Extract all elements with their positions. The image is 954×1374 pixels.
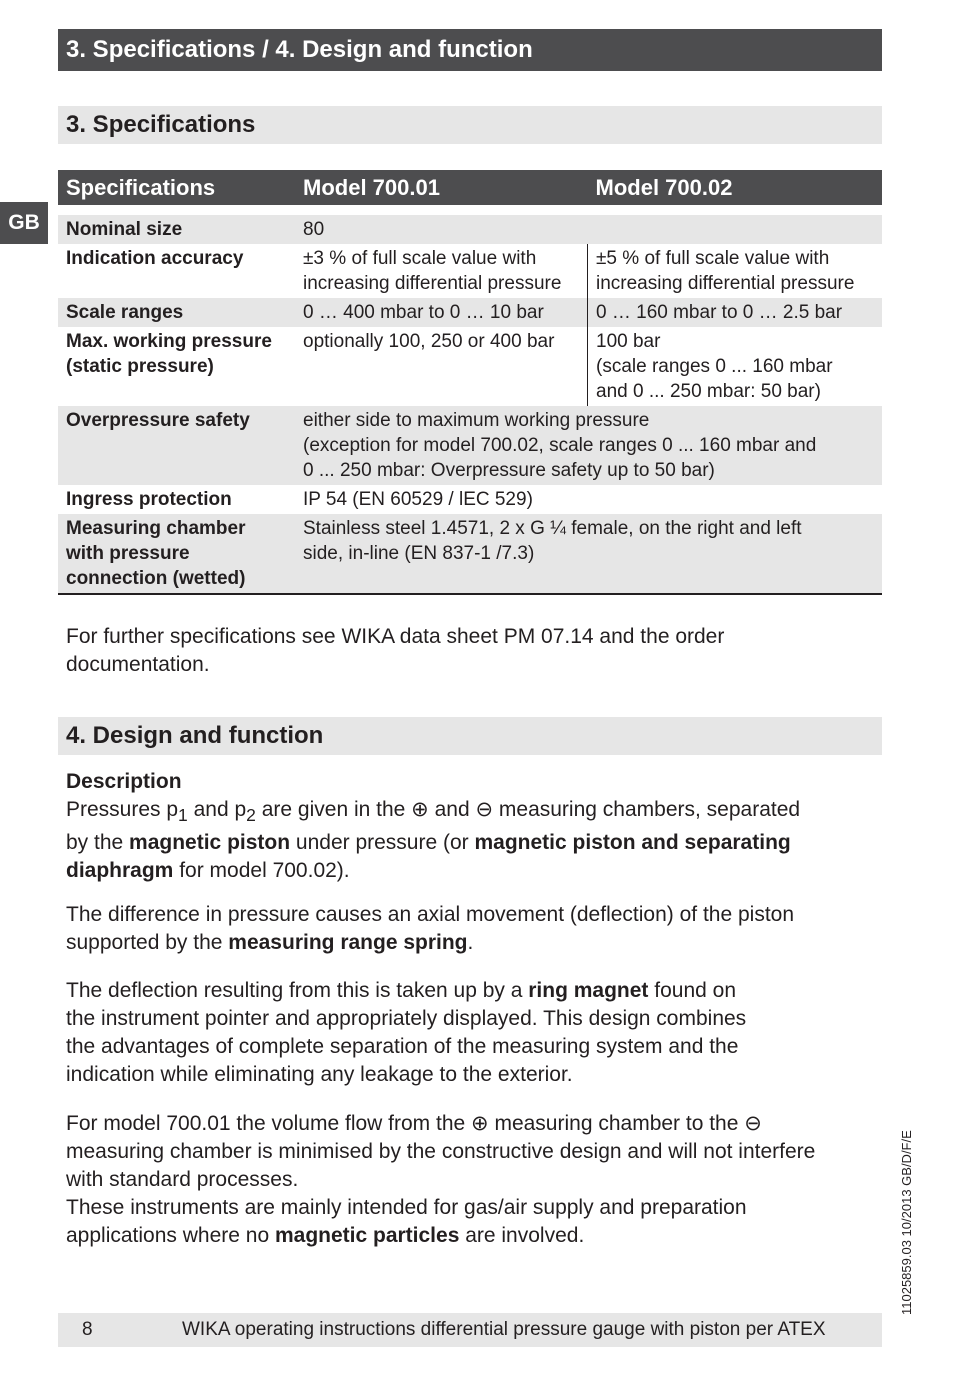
row-label: Measuring chamber with pressure connection (wetted) — [58, 514, 295, 594]
page-header — [58, 29, 882, 71]
description-paragraph-2: The difference in pressure causes an axial movement (deflection) of the piston supported by the measuring range spring. — [66, 903, 795, 954]
col-header-model-70002: Model 700.02 — [588, 170, 883, 205]
row-value-model-70002: 0 … 160 mbar to 0 … 2.5 bar — [588, 298, 883, 327]
row-value-model-70001: optionally 100, 250 or 400 bar — [303, 331, 555, 352]
row-value: 80 — [295, 215, 882, 244]
row-label: Nominal size — [58, 215, 295, 244]
col-header-specifications: Specifications — [58, 170, 295, 205]
document-reference: 11025859.03 10/2013 GB/D/F/E — [899, 1130, 914, 1315]
row-label: Indication accuracy — [66, 248, 244, 269]
row-value: either side to maximum working pressure (exception for model 700.02, scale ranges 0 ... 160 mbar and 0 ... 250 mbar: Overpressure safety up to 50 bar) — [295, 406, 882, 485]
page-footer — [58, 1313, 882, 1347]
table-row-indication-accuracy — [58, 244, 882, 298]
section-design-heading: 4. Design and function — [58, 717, 882, 755]
table-header-row — [58, 170, 882, 205]
row-value-model-70001: ±3 % of full scale value with increasing differential pressure — [303, 248, 562, 294]
row-label: Overpressure safety — [58, 406, 295, 485]
row-value: Stainless steel 1.4571, 2 x G ¼ female, on the right and left side, in-line (EN 837-1 /7.3) — [295, 514, 882, 594]
page-header-title: 3. Specifications / 4. Design and function — [66, 36, 533, 63]
description-paragraph-1: Description Pressures $p_1$ and $p_2$ are given in the ⊕ and ⊖ measuring chambers, separated by the magnetic piston under pressure (or magnetic piston and separating diaphragm for model 700.02). — [66, 770, 801, 883]
table-row-measuring-chamber — [58, 514, 882, 594]
page-number: 8 — [82, 1319, 93, 1340]
table-row-max-working-pressure — [58, 327, 882, 406]
description-paragraph-3: The deflection resulting from this is taken up by a ring magnet found on the instrument pointer and appropriately displayed. This design combines the advantages of complete separation of the measuring system and the indication while eliminating any leakage to the exterior. — [66, 979, 747, 1086]
table-row-nominal-size — [58, 215, 882, 244]
row-value-model-70002: 100 bar (scale ranges 0 ... 160 mbar and 0 ... 250 mbar: 50 bar) — [588, 327, 883, 406]
col-header-model-70001: Model 700.01 — [295, 170, 588, 205]
table-row-ingress-protection — [58, 485, 882, 514]
language-tab: GB — [0, 202, 48, 244]
footer-text: WIKA operating instructions differential pressure gauge with piston per ATEX — [182, 1319, 826, 1340]
description-paragraph-4: For model 700.01 the volume flow from the ⊕ measuring chamber to the ⊖ measuring chamber is minimised by the constructive design and will not interfere with standard processes. These instruments are mainly intended for gas/air supply and preparation applications where no magnetic particles are involved. — [66, 1112, 816, 1247]
table-row-overpressure-safety — [58, 406, 882, 485]
table-row-scale-ranges — [58, 298, 882, 327]
section-specifications-heading: 3. Specifications — [58, 106, 882, 144]
further-specifications-note: For further specifications see WIKA data sheet PM 07.14 and the order documentation. — [66, 625, 725, 676]
row-label: Ingress protection — [66, 489, 232, 510]
row-value-model-70001: 0 … 400 mbar to 0 … 10 bar — [295, 298, 588, 327]
description-heading: Description — [66, 770, 182, 793]
row-value-model-70002: ±5 % of full scale value with increasing differential pressure — [588, 244, 883, 298]
row-label: Max. working pressure (static pressure) — [66, 331, 272, 377]
specifications-table — [58, 170, 882, 595]
row-label: Scale ranges — [58, 298, 295, 327]
row-value: IP 54 (EN 60529 / lEC 529) — [303, 489, 533, 510]
